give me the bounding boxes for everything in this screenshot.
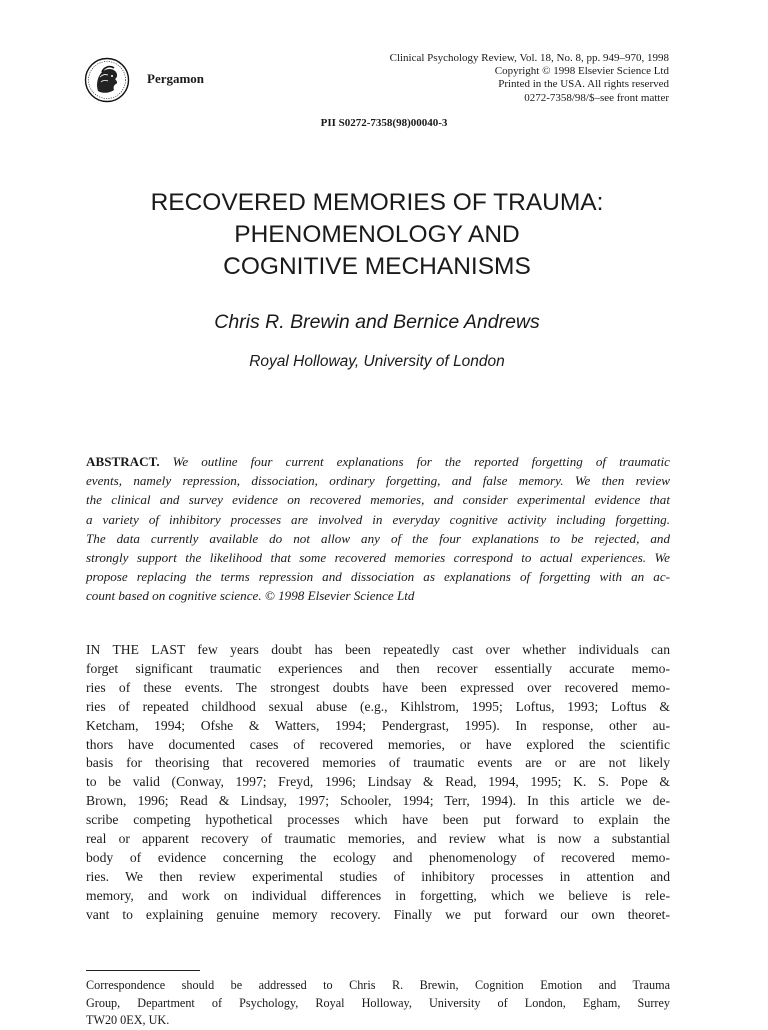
author-names: Chris R. Brewin and Bernice Andrews xyxy=(214,311,540,333)
copyright-line: Copyright © 1998 Elsevier Science Ltd xyxy=(494,65,669,78)
article-title xyxy=(60,187,694,283)
body-line: real or apparent recovery of traumatic memories, and review what is now a substantial xyxy=(86,831,670,847)
body-line: forget significant traumatic experiences and then recover essentially accurate memo- xyxy=(86,660,670,676)
body-line: to be valid (Conway, 1997; Freyd, 1996; Lindsay & Read, 1994, 1995; K. S. Pope & xyxy=(86,774,670,790)
footnote-line: Correspondence should be addressed to Chris R. Brewin, Cognition Emotion and Trauma xyxy=(86,978,670,992)
journal-info xyxy=(390,52,669,105)
abstract-line: strongly support the likelihood that some recovered memories correspond to actual experiences. We xyxy=(86,550,670,566)
title-line: COGNITIVE MECHANISMS xyxy=(223,253,531,280)
body-line: thors have documented cases of recovered memories, or have explored the scientific xyxy=(86,736,670,752)
body-line: basis for theorising that recovered memories of traumatic events are or are not likely xyxy=(86,755,670,771)
abstract-line: events, namely repression, dissociation, ordinary forgetting, and false memory. We then review xyxy=(86,473,670,489)
abstract-label: ABSTRACT. xyxy=(86,454,160,469)
issn-line: 0272-7358/98/$–see front matter xyxy=(524,91,669,104)
pii-identifier: PII S0272-7358(98)00040-3 xyxy=(320,117,448,129)
body-line: ries of repeated childhood sexual abuse (e.g., Kihlstrom, 1995; Loftus, 1993; Loftus & xyxy=(86,698,670,714)
body-line: body of evidence concerning the ecology and phenomenology of recovered memo- xyxy=(86,849,670,865)
body-line: scribe competing hypothetical processes which have been put forward to explain the xyxy=(86,812,670,828)
body-line: Brown, 1996; Read & Lindsay, 1997; Schooler, 1994; Terr, 1994). In this article we de- xyxy=(86,793,670,809)
body-line: ries of these events. The strongest doubts have been expressed over recovered memo- xyxy=(86,679,670,695)
author-affiliation: Royal Holloway, University of London xyxy=(249,353,505,370)
rights-line: Printed in the USA. All rights reserved xyxy=(498,78,669,91)
abstract xyxy=(86,452,670,606)
title-line: PHENOMENOLOGY AND xyxy=(234,221,520,248)
body-paragraph xyxy=(86,641,670,925)
body-line: memory, and work on individual differences in forgetting, which we believe is rele- xyxy=(86,887,670,903)
footnote-line: TW20 0EX, UK. xyxy=(86,1013,170,1028)
footnote-divider xyxy=(86,970,200,971)
title-line: RECOVERED MEMORIES OF TRAUMA: xyxy=(150,189,604,216)
abstract-line: the clinical and survey evidence on recovered memories, and consider experimental evidence that xyxy=(86,492,670,508)
abstract-line: The data currently available do not allow any of the four explanations to be rejected, and xyxy=(86,530,670,546)
journal-citation: Clinical Psychology Review, Vol. 18, No. 8, pp. 949–970, 1998 xyxy=(389,52,669,64)
body-line: Ketcham, 1994; Ofshe & Watters, 1994; Pendergrast, 1995). In response, other au- xyxy=(86,717,670,733)
body-line: ries. We then review experimental studies of inhibitory processes in attention and xyxy=(86,868,670,884)
footnote-line: Group, Department of Psychology, Royal Holloway, University of London, Egham, Surrey xyxy=(86,995,670,1010)
abstract-line: a variety of inhibitory processes are involved in everyday cognitive activity including forgetting. xyxy=(86,511,670,527)
correspondence-footnote xyxy=(86,977,670,1030)
abstract-line xyxy=(86,452,670,471)
abstract-text: We outline four current explanations for the reported forgetting of traumatic xyxy=(172,454,670,469)
abstract-line: count based on cognitive science. © 1998 Elsevier Science Ltd xyxy=(86,588,415,604)
abstract-line: propose replacing the terms repression and dissociation as explanations of forgetting with an ac- xyxy=(86,569,670,585)
body-line: vant to explaining genuine memory recovery. Finally we put forward our own theoret- xyxy=(86,906,670,922)
pergamon-head-icon xyxy=(84,57,130,103)
body-line: IN THE LAST few years doubt has been repeatedly cast over whether individuals can xyxy=(86,642,670,657)
publisher-name: Pergamon xyxy=(147,71,205,86)
